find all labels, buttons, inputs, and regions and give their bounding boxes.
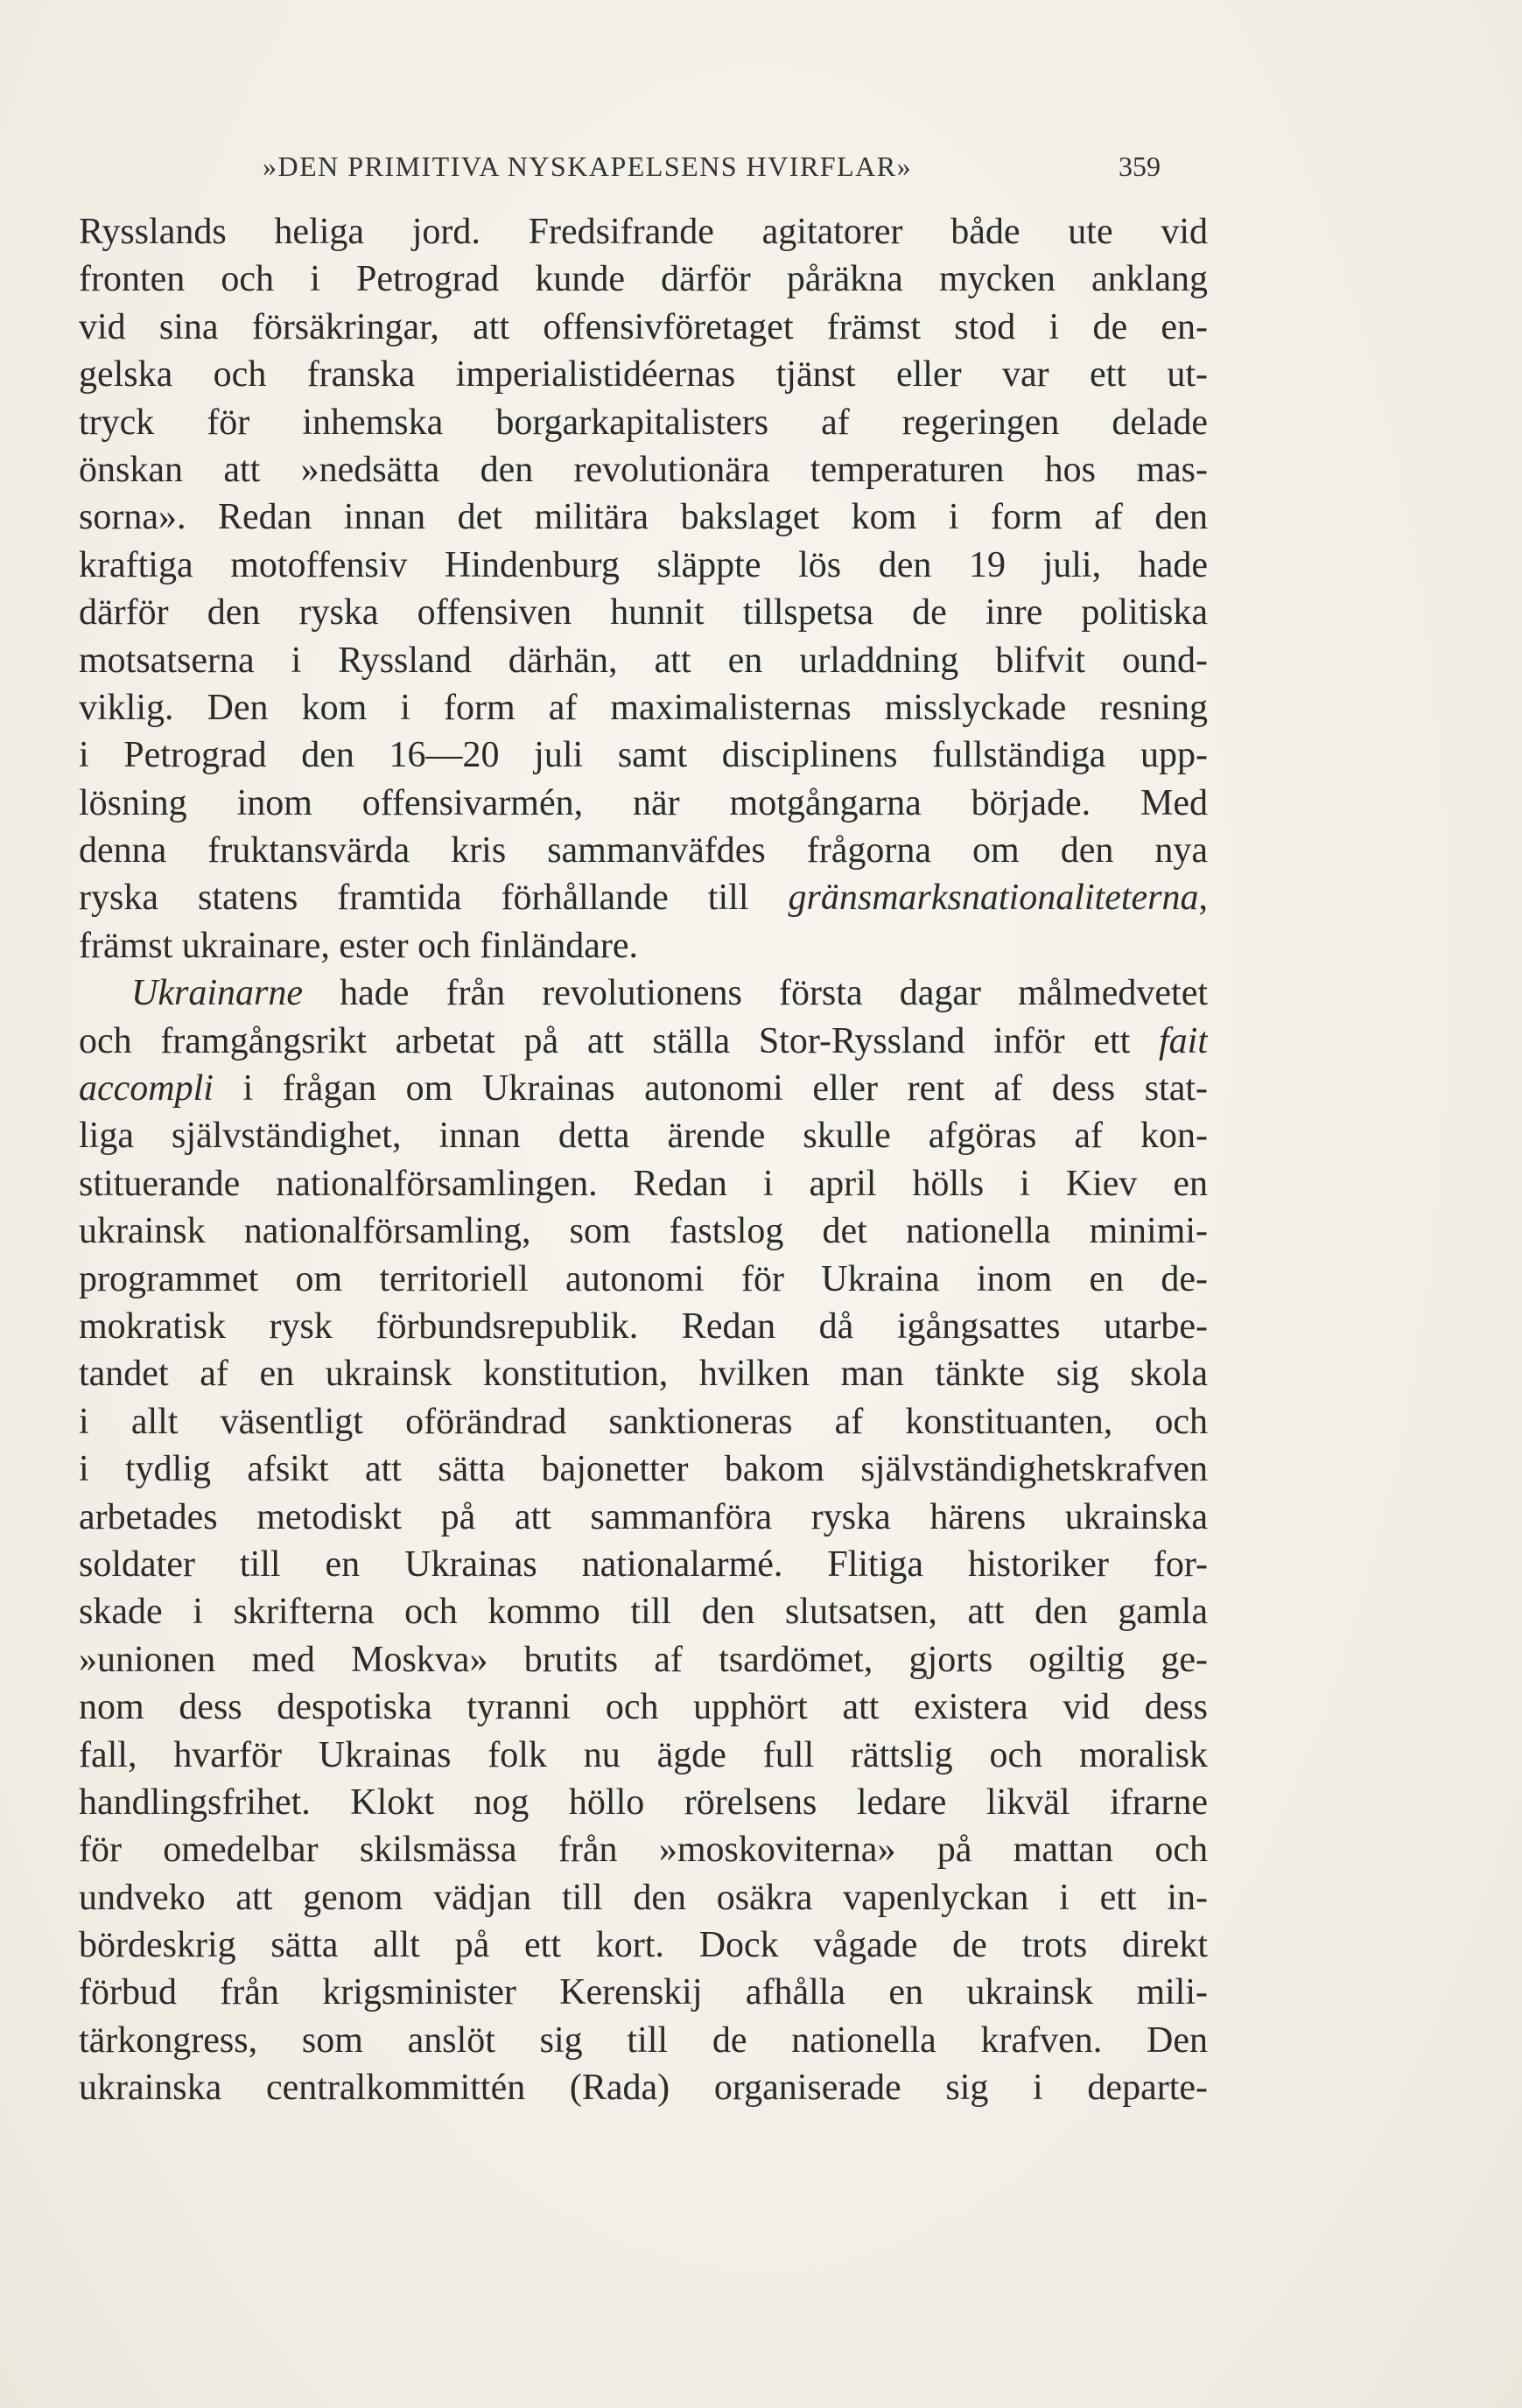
text-line: tärkongress, som anslöt sig till de nationella krafven. Den — [79, 2020, 1208, 2061]
text-line: i allt väsentligt oförändrad sanktioneras af konstituanten, och — [79, 1401, 1208, 1442]
text-segment: , — [1198, 878, 1208, 919]
text-line: »unionen med Moskva» brutits af tsardömet, gjorts ogiltig ge- — [79, 1639, 1208, 1680]
italic-term: fait — [1158, 1020, 1208, 1061]
text-line: liga självständighet, innan detta ärende skulle afgöras af kon- — [79, 1116, 1208, 1157]
italic-term: Ukrainarne — [131, 973, 303, 1014]
text-segment: i frågan om Ukrainas autonomi eller rent af dess stat- — [213, 1068, 1208, 1110]
text-segment: ryska statens framtida förhållande till — [79, 878, 789, 919]
text-line: ukrainsk nationalförsamling, som fastslog det nationella minimi- — [79, 1211, 1208, 1252]
text-line: kraftiga motoffensiv Hindenburg släppte lös den 19 juli, hade — [79, 544, 1208, 585]
text-line: ukrainska centralkommittén (Rada) organiserade sig i departe- — [79, 2068, 1208, 2109]
text-line: sorna». Redan innan det militära bakslaget kom i form af den — [79, 497, 1208, 538]
text-line: Rysslands heliga jord. Fredsifrande agitatorer både ute vid — [79, 212, 1208, 252]
text-line: gelska och franska imperialistidéernas tjänst eller var ett ut- — [79, 354, 1208, 396]
text-line: för omedelbar skilsmässa från »moskoviterna» på mattan och — [79, 1830, 1208, 1871]
text-line-with-italic — [79, 970, 1208, 1017]
text-line-with-italic — [79, 1018, 1208, 1065]
text-segment: hade från revolutionens första dagar målmedvetet — [302, 973, 1208, 1014]
text-line: fall, hvarför Ukrainas folk nu ägde full rättslig och moralisk — [79, 1734, 1208, 1775]
text-line: undveko att genom vädjan till den osäkra vapenlyckan i ett in- — [79, 1877, 1208, 1918]
text-line: nom dess despotiska tyranni och upphört att existera vid dess — [79, 1687, 1208, 1728]
text-line: skade i skrifterna och kommo till den slutsatsen, att den gamla — [79, 1592, 1208, 1633]
text-line: handlingsfrihet. Klokt nog höllo rörelsens ledare likväl ifrarne — [79, 1782, 1208, 1823]
text-line: förbud från krigsminister Kerenskij afhålla en ukrainsk mili- — [79, 1972, 1208, 2013]
text-line: fronten och i Petrograd kunde därför påräkna mycken anklang — [79, 259, 1208, 300]
text-line: därför den ryska offensiven hunnit tillspetsa de inre politiska — [79, 592, 1208, 634]
running-title: »DEN PRIMITIVA NYSKAPELSENS HVIRFLAR» — [263, 150, 913, 182]
text-segment: och framgångsrikt arbetat på att ställa Stor-Ryssland inför ett — [79, 1020, 1159, 1061]
text-line: bördeskrig sätta allt på ett kort. Dock vågade de trots direkt — [79, 1925, 1208, 1966]
text-line: tandet af en ukrainsk konstitution, hvilken man tänkte sig skola — [79, 1354, 1208, 1395]
text-line: stituerande nationalförsamlingen. Redan i april hölls i Kiev en — [79, 1163, 1208, 1204]
text-line: tryck för inhemska borgarkapitalisters af regeringen delade — [79, 402, 1208, 443]
text-line: vid sina försäkringar, att offensivföretaget främst stod i de en- — [79, 306, 1208, 347]
text-line: i Petrograd den 16—20 juli samt disciplinens fullständiga upp- — [79, 735, 1208, 776]
text-line: önskan att »nedsätta den revolutionära temperaturen hos mas- — [79, 449, 1208, 490]
page-number: 359 — [1119, 150, 1161, 182]
text-line: arbetades metodiskt på att sammanföra ryska härens ukrainska — [79, 1496, 1208, 1537]
text-line: soldater till en Ukrainas nationalarmé. Flitiga historiker for- — [79, 1544, 1208, 1585]
italic-term: accompli — [79, 1068, 214, 1110]
text-line: i tydlig afsikt att sätta bajonetter bakom självständighetskrafven — [79, 1449, 1208, 1490]
body-text — [79, 208, 1208, 2112]
text-line: programmet om territoriell autonomi för Ukraina inom en de- — [79, 1258, 1208, 1299]
text-line: viklig. Den kom i form af maximalisternas misslyckade resning — [79, 687, 1208, 728]
text-line: lösning inom offensivarmén, när motgångarna började. Med — [79, 782, 1208, 823]
italic-term: gränsmarksnationaliteterna — [788, 878, 1199, 919]
text-line: motsatserna i Ryssland därhän, att en urladdning blifvit ound- — [79, 640, 1208, 681]
text-line: mokratisk rysk förbundsrepublik. Redan då igångsattes utarbe- — [79, 1306, 1208, 1347]
text-line-with-italic — [79, 1065, 1208, 1112]
text-line-with-italic — [79, 874, 1208, 921]
text-line: denna fruktansvärda kris sammanväfdes frågorna om den nya — [79, 830, 1208, 872]
text-line: främst ukrainare, ester och finländare. — [79, 925, 639, 966]
